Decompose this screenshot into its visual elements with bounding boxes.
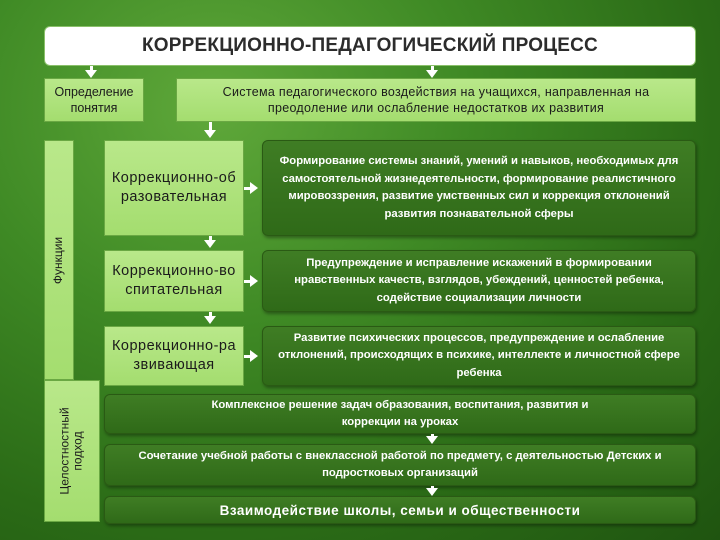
function-description-1	[262, 140, 696, 236]
arrow-down-icon	[426, 70, 438, 78]
function-description-3-text: Развитие психических процессов, предупреждение и ослабление отклонений, происходящих в психике, интеллекте и личностной сфере ребенка	[278, 331, 680, 379]
function-description-3	[262, 326, 696, 386]
arrow-down-icon	[426, 436, 438, 444]
functions-label	[44, 140, 74, 380]
holistic-item-3	[104, 496, 696, 524]
definition-text-content: Система педагогического воздействия на учащихся, направленная на преодоление или ослабление недостатков их развития	[222, 85, 650, 115]
holistic-approach-label	[44, 380, 100, 522]
function-name-2-text: Коррекционно-воспитательная	[112, 263, 236, 298]
function-description-2	[262, 250, 696, 312]
function-name-1	[104, 140, 244, 236]
functions-label-text: Функции	[51, 236, 66, 284]
holistic-item-1	[104, 394, 696, 434]
holistic-item-2	[104, 444, 696, 486]
arrow-right-icon	[250, 350, 258, 362]
arrow-right-icon	[250, 182, 258, 194]
function-name-1-text: Коррекционно-образовательная	[111, 170, 237, 205]
arrow-down-icon	[204, 240, 216, 248]
holistic-item-2-text: Сочетание учебной работы с внеклассной работой по предмету, с деятельностью Детских и подростковых организаций	[138, 450, 662, 479]
definition-text	[176, 78, 696, 122]
arrow-down-icon	[204, 316, 216, 324]
arrow-right-icon	[250, 275, 258, 287]
arrow-down-icon	[204, 130, 216, 138]
page-title: КОРРЕКЦИОННО-ПЕДАГОГИЧЕСКИЙ ПРОЦЕСС	[44, 26, 696, 66]
holistic-approach-label-text: Целостностный подход	[58, 407, 85, 495]
arrow-down-icon	[426, 488, 438, 496]
holistic-item-1-text: Комплексное решение задач образования, воспитания, развития и коррекции на уроках	[211, 399, 589, 428]
function-description-2-text: Предупреждение и исправление искажений в формировании нравственных качеств, взглядов, убеждений, ценностей ребенка, содействие социализации личности	[294, 256, 664, 304]
function-name-3	[104, 326, 244, 386]
holistic-item-3-text: Взаимодействие школы, семьи и общественности	[219, 502, 581, 518]
function-name-2	[104, 250, 244, 312]
function-name-3-text: Коррекционно-развивающая	[111, 338, 237, 373]
definition-label-text: Определение понятия	[54, 85, 134, 115]
function-description-1-text: Формирование системы знаний, умений и навыков, необходимых для самостоятельной жизнедеятельности, формирование реалистичного мировоззрения, развитие умственных сил и коррекция отклонений развития познавательной сферы	[279, 155, 679, 220]
definition-label	[44, 78, 144, 122]
arrow-down-icon	[85, 70, 97, 78]
